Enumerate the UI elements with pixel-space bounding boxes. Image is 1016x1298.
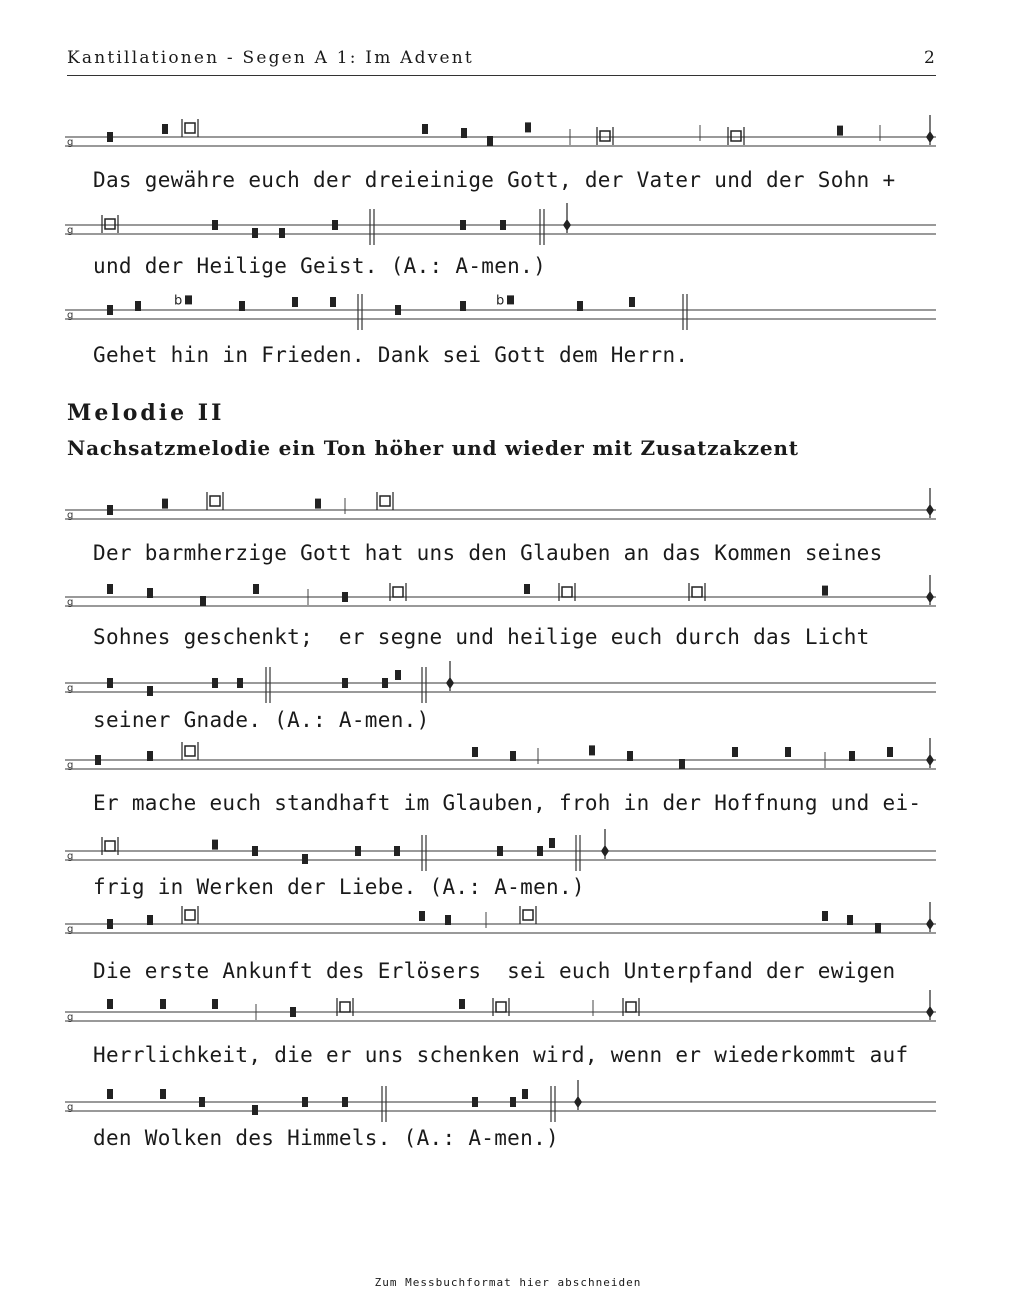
flat-sign: b: [496, 293, 505, 309]
flat-sign: b: [174, 293, 183, 309]
note-icon: [461, 128, 467, 138]
note-icon: [837, 126, 843, 136]
note-icon: [252, 228, 258, 238]
note-icon: [212, 840, 218, 850]
box-note-icon: [562, 587, 572, 597]
note-icon: [525, 122, 531, 132]
note-icon: [147, 686, 153, 696]
end-note-icon: [926, 591, 934, 603]
note-icon: [460, 220, 466, 230]
note-icon: [342, 678, 348, 688]
note-icon: [849, 751, 855, 761]
clef-icon: g: [67, 137, 74, 148]
end-note-icon: [926, 754, 934, 766]
clef-icon: g: [67, 1102, 74, 1113]
box-note-icon: [600, 131, 610, 141]
box-note-icon: [185, 746, 195, 756]
note-icon: [200, 596, 206, 606]
end-note-icon: [563, 219, 571, 231]
box-note-icon: [105, 841, 115, 851]
clef-icon: g: [67, 510, 74, 521]
lyric-line: Sohnes geschenkt; er segne und heilige euch durch das Licht: [93, 625, 870, 649]
note-icon: [95, 755, 101, 765]
music-staff: [60, 656, 950, 706]
note-icon: [342, 1097, 348, 1107]
note-icon: [330, 297, 336, 307]
note-icon: [342, 592, 348, 602]
note-icon: [147, 588, 153, 598]
clef-icon: g: [67, 924, 74, 935]
note-icon: [524, 584, 530, 594]
section-title: Melodie II: [67, 400, 225, 426]
lyric-line: Er mache euch standhaft im Glauben, froh in der Hoffnung und ei-: [93, 791, 922, 815]
note-icon: [822, 911, 828, 921]
lyric-line: und der Heilige Geist. (A.: A-men.): [93, 254, 547, 278]
section-subtitle: Nachsatzmelodie ein Ton höher und wieder mit Zusatzakzent: [67, 436, 799, 460]
lyric-line: Gehet hin in Frieden. Dank sei Gott dem Herrn.: [93, 343, 689, 367]
note-icon: [279, 228, 285, 238]
note-icon: [577, 301, 583, 311]
note-icon: [332, 220, 338, 230]
note-icon: [537, 846, 543, 856]
note-icon: [459, 999, 465, 1009]
box-note-icon: [523, 910, 533, 920]
note-icon: [510, 751, 516, 761]
music-staff: [60, 110, 950, 160]
end-note-icon: [574, 1096, 582, 1108]
box-note-icon: [731, 131, 741, 141]
clef-icon: g: [67, 683, 74, 694]
note-icon: [887, 747, 893, 757]
music-staff: [60, 985, 950, 1035]
lyric-line: Herrlichkeit, die er uns schenken wird, wenn er wiederkommt auf: [93, 1043, 909, 1067]
note-icon: [500, 220, 506, 230]
end-note-icon: [926, 131, 934, 143]
note-icon: [237, 678, 243, 688]
note-icon: [107, 305, 113, 315]
note-icon: [394, 846, 400, 856]
note-icon: [185, 295, 192, 304]
note-icon: [732, 747, 738, 757]
note-icon: [822, 586, 828, 596]
note-icon: [160, 999, 166, 1009]
note-icon: [302, 1097, 308, 1107]
note-icon: [253, 584, 259, 594]
box-note-icon: [393, 587, 403, 597]
music-staff: [60, 897, 950, 947]
note-icon: [522, 1089, 528, 1099]
clef-icon: g: [67, 760, 74, 771]
music-staff: [60, 283, 950, 338]
note-icon: [147, 751, 153, 761]
music-staff: [60, 824, 950, 874]
end-note-icon: [926, 918, 934, 930]
box-note-icon: [105, 219, 115, 229]
end-note-icon: [926, 1006, 934, 1018]
note-icon: [395, 305, 401, 315]
note-icon: [472, 1097, 478, 1107]
note-icon: [679, 759, 685, 769]
end-note-icon: [601, 845, 609, 857]
note-icon: [107, 584, 113, 594]
box-note-icon: [185, 910, 195, 920]
note-icon: [107, 919, 113, 929]
note-icon: [472, 747, 478, 757]
note-icon: [497, 846, 503, 856]
music-staff: [60, 198, 950, 248]
note-icon: [395, 670, 401, 680]
box-note-icon: [185, 123, 195, 133]
note-icon: [355, 846, 361, 856]
box-note-icon: [210, 496, 220, 506]
note-icon: [107, 999, 113, 1009]
note-icon: [847, 915, 853, 925]
clef-icon: g: [67, 1012, 74, 1023]
note-icon: [445, 915, 451, 925]
lyric-line: Die erste Ankunft des Erlösers sei euch Unterpfand der ewigen: [93, 959, 896, 983]
note-icon: [382, 678, 388, 688]
note-icon: [212, 220, 218, 230]
note-icon: [199, 1097, 205, 1107]
note-icon: [252, 846, 258, 856]
note-icon: [419, 911, 425, 921]
note-icon: [135, 301, 141, 311]
end-note-icon: [926, 504, 934, 516]
music-staff: [60, 570, 950, 620]
note-icon: [162, 124, 168, 134]
note-icon: [549, 838, 555, 848]
note-icon: [422, 124, 428, 134]
note-icon: [589, 745, 595, 755]
lyric-line: frig in Werken der Liebe. (A.: A-men.): [93, 875, 585, 899]
lyric-line: Das gewähre euch der dreieinige Gott, der Vater und der Sohn +: [93, 168, 896, 192]
lyric-line: den Wolken des Himmels. (A.: A-men.): [93, 1126, 559, 1150]
note-icon: [160, 1089, 166, 1099]
lyric-line: seiner Gnade. (A.: A-men.): [93, 708, 430, 732]
note-icon: [252, 1105, 258, 1115]
note-icon: [212, 999, 218, 1009]
note-icon: [107, 505, 113, 515]
footer-note: Zum Messbuchformat hier abschneiden: [374, 1276, 642, 1289]
note-icon: [629, 297, 635, 307]
box-note-icon: [626, 1002, 636, 1012]
music-staff: [60, 733, 950, 783]
music-staff: [60, 483, 950, 533]
header-title: Kantillationen - Segen A 1: Im Advent: [67, 48, 474, 68]
clef-icon: g: [67, 225, 74, 236]
note-icon: [302, 854, 308, 864]
box-note-icon: [692, 587, 702, 597]
lyric-line: Der barmherzige Gott hat uns den Glauben an das Kommen seines: [93, 541, 883, 565]
header-rule: [67, 75, 936, 76]
clef-icon: g: [67, 597, 74, 608]
clef-icon: g: [67, 310, 74, 321]
music-staff: [60, 1075, 950, 1125]
note-icon: [460, 301, 466, 311]
page-number: 2: [924, 48, 935, 68]
note-icon: [487, 136, 493, 146]
note-icon: [315, 499, 321, 509]
note-icon: [510, 1097, 516, 1107]
note-icon: [292, 297, 298, 307]
note-icon: [147, 915, 153, 925]
box-note-icon: [496, 1002, 506, 1012]
note-icon: [875, 923, 881, 933]
note-icon: [107, 1089, 113, 1099]
note-icon: [107, 132, 113, 142]
note-icon: [239, 301, 245, 311]
note-icon: [785, 747, 791, 757]
note-icon: [627, 751, 633, 761]
note-icon: [507, 295, 514, 304]
note-icon: [290, 1007, 296, 1017]
note-icon: [107, 678, 113, 688]
clef-icon: g: [67, 851, 74, 862]
end-note-icon: [446, 677, 454, 689]
note-icon: [212, 678, 218, 688]
box-note-icon: [380, 496, 390, 506]
box-note-icon: [340, 1002, 350, 1012]
note-icon: [162, 499, 168, 509]
